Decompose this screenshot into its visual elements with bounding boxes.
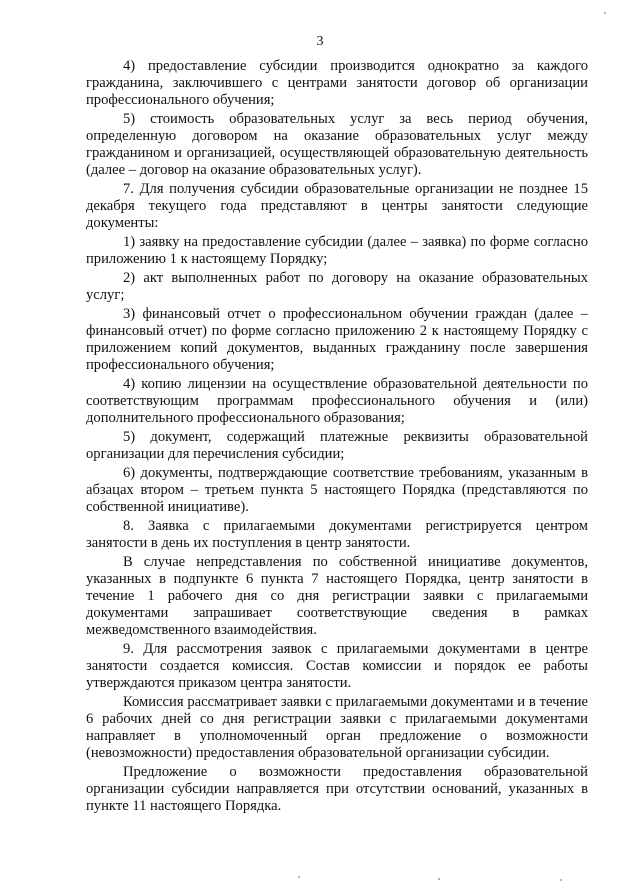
paragraph: 3) финансовый отчет о профессиональном обучении граждан (далее – финансовый отчет) по форме согласно приложению 2 к настоящему Порядку с приложением копий документов, выданных гражданину после завершения профессионального обучения; — [86, 306, 588, 373]
document-body — [86, 58, 588, 817]
paragraph: 4) копию лицензии на осуществление образовательной деятельности по соответствующим программам профессионального обучения и (или) дополнительного профессионального образования; — [86, 376, 588, 426]
paragraph: 5) документ, содержащий платежные реквизиты образовательной организации для перечисления субсидии; — [86, 429, 588, 462]
scan-speck — [604, 12, 606, 14]
paragraph: 4) предоставление субсидии производится однократно за каждого гражданина, заключившего с центрами занятости договор об организации профессионального обучения; — [86, 58, 588, 108]
paragraph: 9. Для рассмотрения заявок с прилагаемыми документами в центре занятости создается комиссия. Состав комиссии и порядок ее работы утверждаются приказом центра занятости. — [86, 641, 588, 691]
paragraph: 6) документы, подтверждающие соответствие требованиям, указанным в абзацах втором – третьем пункта 5 настоящего Порядка (представляются по собственной инициативе). — [86, 465, 588, 515]
paragraph: Предложение о возможности предоставления образовательной организации субсидии направляется при отсутствии оснований, указанных в пункте 11 настоящего Порядка. — [86, 764, 588, 814]
scan-speck — [438, 878, 440, 880]
scan-speck — [560, 879, 562, 881]
scan-speck — [298, 876, 300, 878]
paragraph: Комиссия рассматривает заявки с прилагаемыми документами и в течение 6 рабочих дней со дня регистрации заявки с прилагаемыми документами направляет в уполномоченный орган предложение о возможности (невозможности) предоставления образовательной организации субсидии. — [86, 694, 588, 761]
paragraph: 1) заявку на предоставление субсидии (далее – заявка) по форме согласно приложению 1 к настоящему Порядку; — [86, 234, 588, 267]
paragraph: 5) стоимость образовательных услуг за весь период обучения, определенную договором на оказание образовательных услуг между гражданином и организацией, осуществляющей образовательную деятельность (далее – договор на оказание образовательных услуг). — [86, 111, 588, 178]
page-number: 3 — [316, 34, 324, 49]
paragraph: 7. Для получения субсидии образовательные организации не позднее 15 декабря текущего года представляют в центры занятости следующие документы: — [86, 181, 588, 231]
paragraph: В случае непредставления по собственной инициативе документов, указанных в подпункте 6 пункта 7 настоящего Порядка, центр занятости в течение 1 рабочего дня со дня регистрации заявки с прилагаемыми документами запрашивает соответствующие сведения в рамках межведомственного взаимодействия. — [86, 554, 588, 638]
paragraph: 8. Заявка с прилагаемыми документами регистрируется центром занятости в день их поступления в центр занятости. — [86, 518, 588, 551]
paragraph: 2) акт выполненных работ по договору на оказание образовательных услуг; — [86, 270, 588, 303]
